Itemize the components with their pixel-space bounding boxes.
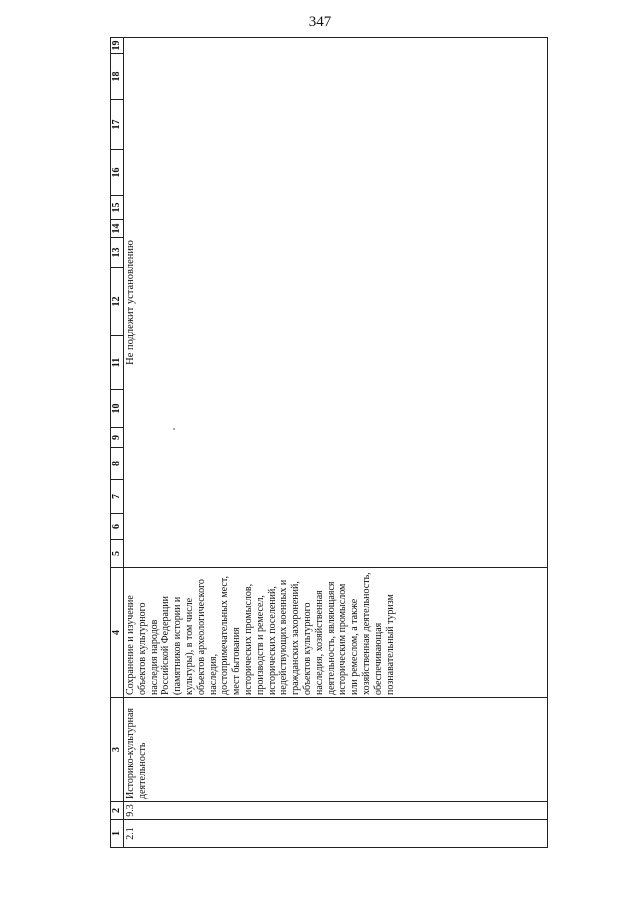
rotated-table-container	[110, 40, 548, 848]
header-cell: 2	[111, 802, 124, 820]
code-cell: 9.3	[124, 802, 548, 820]
scan-speck	[173, 428, 175, 430]
header-cell: 17	[111, 100, 124, 150]
header-cell: 3	[111, 698, 124, 802]
header-cell: 11	[111, 336, 124, 390]
header-cell: 7	[111, 480, 124, 514]
header-cell: 10	[111, 390, 124, 428]
table-row	[124, 38, 548, 848]
header-cell: 5	[111, 540, 124, 568]
use-description-cell: Сохранение и изучение объектов культурного наследия народов Российской Федерации (памятников истории и культуры), в том числе объектов археологического наследия, достопримечательных мест, мест бытования исторических промыслов, производств и ремесел, исторических поселений, недействующих военных и гражданских захоронений, объектов культурного наследия, хозяйственная деятельность, являющаяся историческим промыслом или ремеслом, а также хозяйственная деятельность, обеспечивающая познавательный туризм	[124, 568, 548, 698]
header-cell: 16	[111, 150, 124, 196]
header-cell: 9	[111, 428, 124, 448]
page-number: 347	[308, 14, 332, 30]
row-number-cell: 2.1	[124, 820, 548, 848]
header-cell: 19	[111, 38, 124, 54]
header-cell: 6	[111, 514, 124, 540]
use-name-cell: Историко-культурная деятельность	[124, 698, 548, 802]
header-cell: 4	[111, 568, 124, 698]
header-cell: 12	[111, 268, 124, 336]
zoning-table	[110, 37, 548, 848]
header-cell: 15	[111, 196, 124, 220]
header-cell: 18	[111, 54, 124, 100]
header-cell: 14	[111, 220, 124, 238]
header-cell: 8	[111, 448, 124, 480]
header-cell: 13	[111, 238, 124, 268]
header-cell: 1	[111, 820, 124, 848]
not-established-cell: Не подлежит установлению	[124, 38, 548, 568]
header-row	[111, 38, 124, 848]
